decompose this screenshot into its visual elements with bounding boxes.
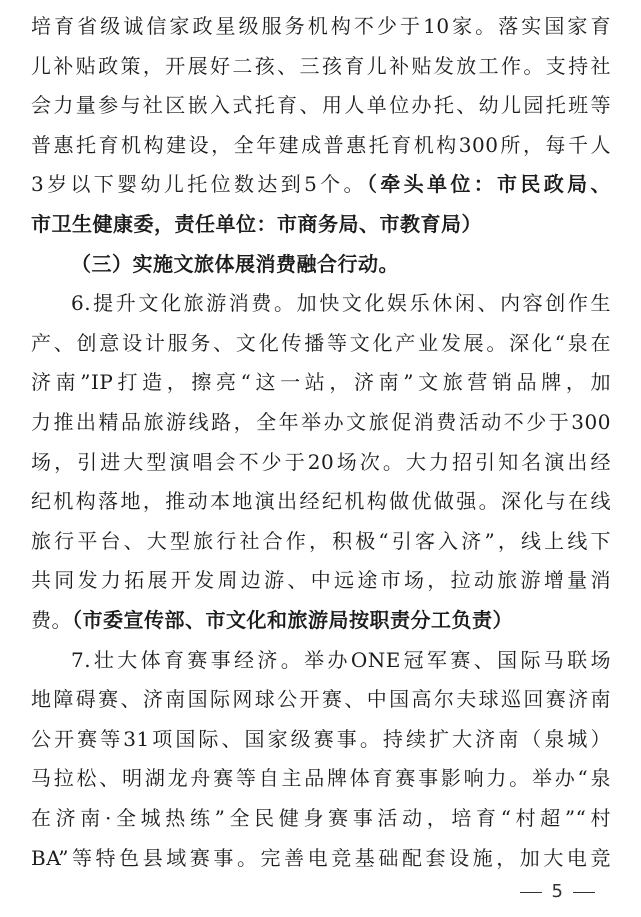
footer-dash-right bbox=[573, 892, 595, 893]
paragraph-line: 济南”IP打造，擦亮“这一站，济南”文旅营销品牌，加 bbox=[31, 370, 611, 395]
paragraph-line: 共同发力拓展开发周边游、中远途市场，拉动旅游增量消 bbox=[31, 568, 611, 593]
paragraph-line: 普惠托育机构建设，全年建成普惠托育机构300所，每千人 bbox=[31, 132, 611, 157]
responsible-units-line: 市卫生健康委，责任单位：市商务局、市教育局） bbox=[31, 212, 482, 236]
page-number: 5 bbox=[551, 881, 563, 902]
paragraph-line bbox=[31, 606, 611, 634]
paragraph-text: 3岁以下婴幼儿托位数达到5个。 bbox=[31, 172, 367, 197]
responsible-units-text: （市委宣传部、市文化和旅游局按职责分工负责） bbox=[72, 608, 513, 632]
paragraph-line bbox=[31, 170, 611, 198]
paragraph-line: 纪机构落地，推动本地演出经纪机构做优做强。深化与在线 bbox=[31, 489, 611, 514]
paragraph-line: 儿补贴政策，开展好二孩、三孩育儿补贴发放工作。支持社 bbox=[31, 53, 611, 78]
paragraph-line: 产、创意设计服务、文化传播等文化产业发展。深化“泉在 bbox=[31, 330, 611, 355]
paragraph-line: 会力量参与社区嵌入式托育、用人单位办托、幼儿园托班等 bbox=[31, 93, 611, 118]
paragraph-line: 在济南·全城热练”全民健身赛事活动，培育“村超”“村 bbox=[31, 806, 611, 830]
paragraph-line: 场，引进大型演唱会不少于20场次。大力招引知名演出经 bbox=[31, 449, 611, 474]
footer-dash-left bbox=[520, 892, 542, 893]
paragraph-line: 7.壮大体育赛事经济。举办ONE冠军赛、国际马联场 bbox=[71, 647, 611, 672]
paragraph-line: 马拉松、明湖龙舟赛等自主品牌体育赛事影响力。举办“泉 bbox=[31, 766, 611, 791]
paragraph-line: 地障碍赛、济南国际网球公开赛、中国高尔夫球巡回赛济南 bbox=[31, 687, 611, 712]
responsible-units-text: （牵头单位：市民政局、 bbox=[366, 172, 612, 197]
paragraph-text: 费。 bbox=[31, 608, 72, 632]
paragraph-line: 6.提升文化旅游消费。加快文化娱乐休闲、内容创作生 bbox=[71, 291, 611, 316]
paragraph-line: 旅行平台、大型旅行社合作，积极“引客入济”，线上线下 bbox=[31, 528, 611, 553]
paragraph-line: 力推出精品旅游线路，全年举办文旅促消费活动不少于300 bbox=[31, 410, 611, 434]
section-heading: （三）实施文旅体展消费融合行动。 bbox=[71, 251, 399, 276]
paragraph-line: 公开赛等31项国际、国家级赛事。持续扩大济南（泉城） bbox=[31, 726, 611, 751]
page-number-footer bbox=[510, 880, 605, 904]
paragraph-line: 培育省级诚信家政星级服务机构不少于10家。落实国家育 bbox=[31, 14, 611, 38]
paragraph-line: BA”等特色县域赛事。完善电竞基础配套设施，加大电竞 bbox=[31, 845, 611, 870]
